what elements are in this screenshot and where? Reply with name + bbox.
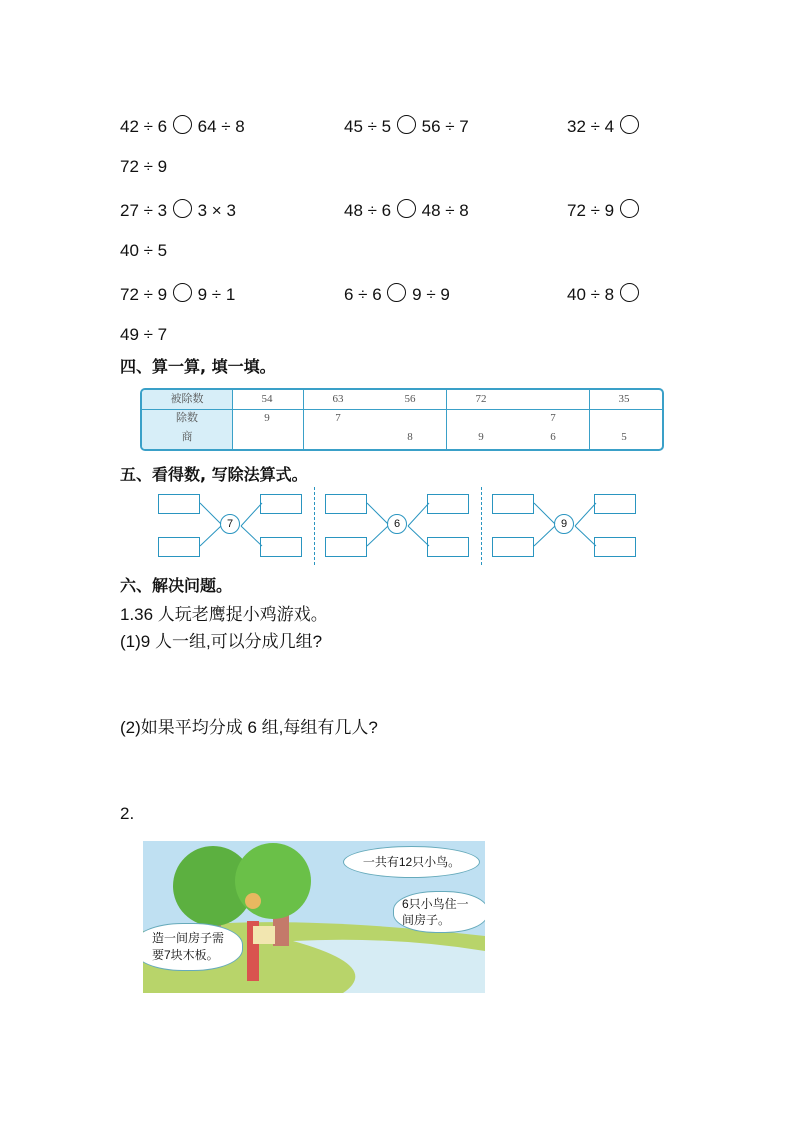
table-cell: 54	[261, 393, 273, 405]
question: (2)如果平均分成 6 组,每组有几人?	[120, 718, 378, 737]
expr: 72 ÷ 9	[567, 201, 615, 220]
answer-box[interactable]	[492, 537, 534, 557]
row-label: 商	[181, 431, 193, 443]
expr: 9 ÷ 9	[412, 285, 450, 304]
table-cell: 35	[618, 393, 630, 405]
expr: 72 ÷ 9	[120, 285, 168, 304]
answer-circle[interactable]	[173, 199, 192, 218]
compare-item	[120, 283, 235, 305]
answer-circle[interactable]	[620, 199, 639, 218]
expr: 72 ÷ 9	[120, 157, 168, 176]
answer-box[interactable]	[594, 537, 636, 557]
question: (1)9 人一组,可以分成几组?	[120, 632, 323, 651]
answer-box[interactable]	[325, 494, 367, 514]
answer-circle[interactable]	[397, 115, 416, 134]
illustration	[143, 841, 485, 993]
expr: 6 ÷ 6	[344, 285, 382, 304]
expr: 49 ÷ 7	[120, 325, 168, 344]
answer-box[interactable]	[158, 537, 200, 557]
speech-bubble: 6只小鸟住一间房子。	[393, 891, 485, 933]
compare-item	[567, 199, 640, 221]
compare-item	[344, 115, 469, 137]
table-cell: 6	[550, 431, 556, 443]
section-title: 四、算一算, 填一填。	[120, 357, 276, 376]
result-number: 9	[554, 514, 574, 534]
answer-circle[interactable]	[173, 115, 192, 134]
speech-bubble: 一共有12只小鸟。	[343, 846, 480, 878]
answer-box[interactable]	[427, 537, 469, 557]
answer-box[interactable]	[260, 537, 302, 557]
question: 1.36 人玩老鹰捉小鸡游戏。	[120, 605, 328, 624]
answer-circle[interactable]	[173, 283, 192, 302]
expr: 27 ÷ 3	[120, 201, 168, 220]
speech-bubble: 造一间房子需要7块木板。	[143, 923, 243, 971]
expr: 9 ÷ 1	[197, 285, 236, 304]
compare-item	[567, 283, 640, 305]
table-cell: 5	[621, 431, 627, 443]
table-cell: 8	[407, 431, 413, 443]
expr: 48 ÷ 8	[421, 201, 469, 220]
table-cell: 9	[478, 431, 484, 443]
expr: 64 ÷ 8	[197, 117, 245, 136]
expr: 56 ÷ 7	[421, 117, 469, 136]
division-table	[140, 388, 664, 451]
compare-item	[344, 199, 469, 221]
compare-item	[344, 283, 450, 305]
section-title: 六、解决问题。	[120, 576, 233, 595]
table-cell: 9	[264, 412, 270, 424]
expr: 40 ÷ 8	[567, 285, 615, 304]
table-cell: 7	[335, 412, 341, 424]
expr: 48 ÷ 6	[344, 201, 392, 220]
table-cell: 72	[475, 393, 487, 405]
section-title: 五、看得数, 写除法算式。	[120, 465, 308, 484]
question: 2.	[120, 804, 135, 823]
table-cell: 56	[404, 393, 416, 405]
table-cell: 63	[332, 393, 344, 405]
result-number: 6	[387, 514, 407, 534]
result-number: 7	[220, 514, 240, 534]
expr: 40 ÷ 5	[120, 241, 168, 260]
table-cell: 7	[550, 412, 556, 424]
compare-item	[120, 115, 245, 137]
answer-box[interactable]	[260, 494, 302, 514]
expr: 42 ÷ 6	[120, 117, 168, 136]
row-label: 被除数	[170, 393, 204, 405]
expr: 45 ÷ 5	[344, 117, 392, 136]
answer-circle[interactable]	[620, 115, 639, 134]
expr: 3 × 3	[197, 201, 236, 220]
expr: 32 ÷ 4	[567, 117, 615, 136]
answer-circle[interactable]	[397, 199, 416, 218]
row-label: 除数	[176, 412, 198, 424]
answer-box[interactable]	[594, 494, 636, 514]
compare-item	[120, 199, 236, 221]
answer-circle[interactable]	[620, 283, 639, 302]
answer-circle[interactable]	[387, 283, 406, 302]
answer-box[interactable]	[325, 537, 367, 557]
answer-box[interactable]	[158, 494, 200, 514]
answer-box[interactable]	[492, 494, 534, 514]
compare-item	[567, 115, 640, 137]
answer-box[interactable]	[427, 494, 469, 514]
